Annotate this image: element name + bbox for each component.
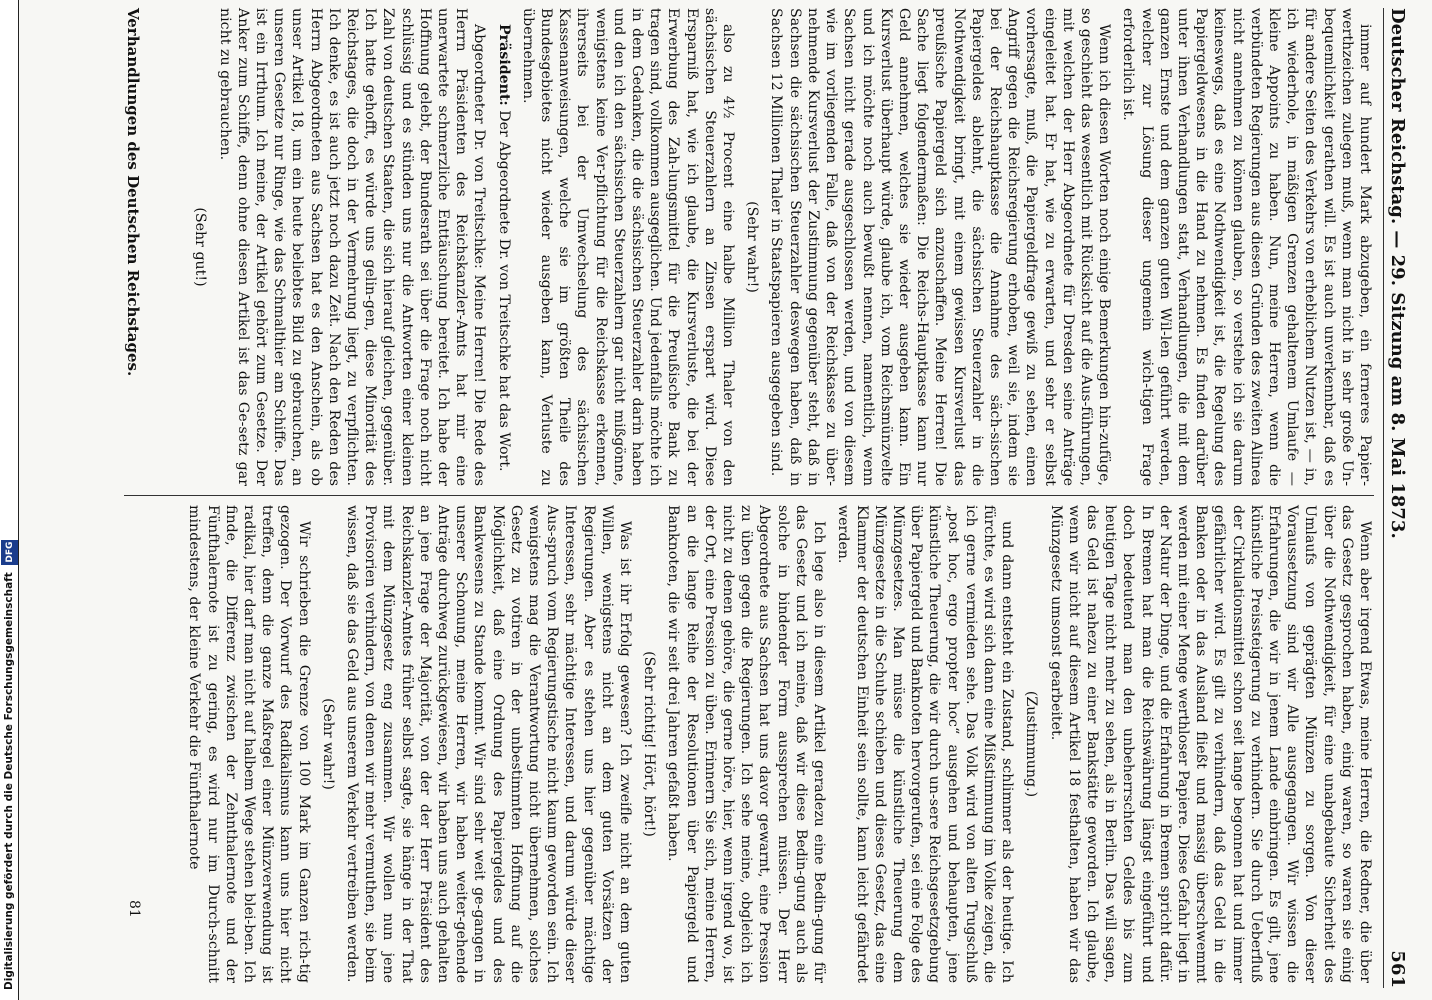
- digitization-credit: [0, 0, 18, 1000]
- body-paragraph: Was ist ihr Erfolg gewesen? Ich zweifle nicht an dem guten Willen, wenigstens nicht an dem guten Vorsätzen der Regierungen. Aber es stehen uns hier gegenüber mächtige Interessen, sehr mächtige Interessen, und darum würde dieser Aus-spruch vom Regierungstische nicht kaum geworden sein. Ich wenigstens mag die Verantwortung nicht übernehmen, solches Gesetz zu votiren in der unbestimmten Hoffnung auf die Möglichkeit, daß eine Ordnung des Papiergeldes und des Bankwesens zu Stande kommt. Wir sind sehr weit ge-gangen in unserer Schonung, meine Herren, wir haben weiter-gehende Anträge durchweg zurückgewiesen, wir haben uns auch gehalten an jene Frage der Majorität, von der der Herr Präsident des Reichskanzler-Amtes früher selbst sagte, sie hänge in der That mit dem Münzgesetz eng zusammen. Wir wollen nun jene Provisorien verhindern, von denen wir mehr vermuthen, sie beim wissen, daß sie das Geld aus unserem Verkehr vertreiben werden.: [344, 505, 634, 983]
- right-column: [179, 505, 1374, 983]
- column-rule: [124, 495, 1374, 496]
- header-title: Deutscher Reichstag. — 29. Sitzung am 8. Mai 1873.: [1387, 8, 1408, 539]
- left-column: [185, 8, 1374, 486]
- body-paragraph: Wenn aber irgend Etwas, meine Herren, die Redner, die über das Gesetz gesprochen haben, einig waren, so waren sie einig über die Nothwendigkeit, für eine unabgebaute Sicherheit des Umlaufs von geprägten Münzen zu sorgen. Von dieser Voraussetzung sind wir Alle ausgegangen. Wir wissen die Erfahrungen, die wir in jenem Lande einbringen. Es gilt, jene künstliche Preissteigerung zu verhindern. Sie durch Ueberfluß der Cirkulationsmittel schon seit lange begonnen hat und immer gefährlicher wird. Es gilt zu verhindern, daß das Geld in die Banken oder in das Ausland fließt und massig überschwemmt werden mit einer Menge werthloser Papiere. Diese Gefahr liegt in der Natur der Dinge, und die Erfahrung in Bremen spricht dafür. In Bremen hat man die Reichswährung längst eingeführt und doch bedeutend man den unbeherrschten Geldes bis zum heutigen Tage nicht mehr zu sehen, als in Berlin. Das will sagen, das Geld ist nahezu zu einer Bankstätte geworden. Ich glaube, wenn wir nicht auf diesem Artikel 18 festhalten, haben wir das Münzgesetz umsonst gearbeitet.: [1047, 505, 1373, 983]
- interjection: (Sehr gut!): [192, 207, 209, 287]
- running-header: [1383, 8, 1412, 988]
- body-paragraph: Abgeordneter Dr. von Treitschke: Meine Herren! Die Rede des Herrn Präsidenten des Reichskanzler-Amts hat mir eine unerwartete schmerzliche Enttäuschung bereitet. Ich habe der Hoffnung gelebt, der Bundesrath sei über die Frage noch nicht schlüssig und es stünden uns nur die Antworten einer kleinen Zahl von deutschen Staaten, die sich hierauf gleichen, gegenüber. Ich hatte gehofft, es würde uns gelin-gen, diese Minorität des Reichstages, die doch in der Vermehrung liegt, zu verpflichten. Ich denke, es ist auch jetzt noch dazu Zeit. Nach den Reden des Herrn Abgeordneten aus Sachsen hat es den Anschein, als ob unser Artikel 18, um ein heute beliebtes Bild zu gebrauchen, an unseren Gesetze nur Ringe, wie das Schmalthier am Schiffe. Das ist ein Irrthum. Ich meine, der Artikel gehört zum Gesetze. Der Anker zum Schiffe, denn ohne diesen Artikel ist das Ge-setz gar nicht zu gebrauchen.: [216, 8, 488, 486]
- body-paragraph: immer auf hundert Mark abzugeben, ein ferneres Papier-werthzeichen zulegen muß, wenn man nicht in sehr große Un-bequemlichkeit gerathen will. Es ist auch unverkennbar, daß es für andere Seiten des Verkehrs von erheblichem Nutzen ist, — in, ich wiederhole, in mäßigen Grenzen gehaltenem Umlaufe — kleine Appoints zu haben. Nun, meine Herren, wenn die verbündeten Regierungen aus diesen Gründen des zweiten Alinea nicht annehmen zu können glauben, so verstehe ich sie darum keineswegs, daß es eine Nothwendigkeit ist, die Regelung des Papiergeldwesens in die Hand zu nehmen. Es finden darüber unter ihnen Verhandlungen statt, Verhandlungen, die mit dem ganzen Ernste und dem ganzen guten Wil-len geführt werden, welcher zur Lösung dieser ungemein wich-tigen Frage erforderlich ist.: [1120, 8, 1373, 486]
- rotated-page: [30, 0, 1432, 1000]
- credit-sidebar: [0, 0, 18, 1000]
- body-paragraph: also zu 4½ Procent eine halbe Million Thaler von den sächsischen Steuerzahlern an Zinsen erspart wird. Diese Ersparniß hat, wie ich glaube, die Kursverluste, die bei der Erwerbung des Zah-lungsmittel für die Preußische Bank zu tragen sind, vollkommen ausgeglichen. Und jedenfalls möchte ich in dem Gedanken, die die sächsischen Steuerzahler darin haben und den ich den sächsischen Steuerzahlern gar nicht mißgönne, wenigstens keine Ver-pflichtung für die Reichskasse erkennen, ihrerseits bei der Umwechselung des sächsischen Kassenanweisungen, welche sie im größten Theile des Bundesgebietes nicht wieder ausgeben kann, Verluste zu übernehmen.: [519, 8, 737, 486]
- body-paragraph: Wir schrieben die Grenze von 100 Mark im Ganzen rich-tig gezogen. Der Vorwurf des Radikalismus kann uns hier nicht treffen, denn die ganze Maßregel einer Münzverwendung ist radikal, hier darf man nicht auf halbem Wege stehen blei-ben. Ich finde, die Differenz zwischen der Zehnthalernote und der Fünfthalernote ist zu gering, es wird nur im Durch-schnitt mindestens, der kleine Verkehr die Fünfthalernote: [186, 505, 312, 983]
- interjection: (Sehr richtig! Hört, hört!): [641, 651, 658, 837]
- scan-edge-line: [18, 0, 19, 1000]
- body-paragraph: Ich lege also in diesem Artikel geradezu eine Bedin-gung für das Gesetz und ich meine, daß wir diese Bedin-gung auch als solche in bindender Form aussprechen müssen. Der Herr Abgeordnete aus Sachsen hat uns davor gewarnt, eine Pression zu üben gegen die Regierungen. Ich sehe meine, obgleich ich nicht zu denen gehöre, die gerne höre, hier, wenn irgend wo, ist der Ort, eine Pression zu üben. Erinnern Sie sich, meine Herren, an die lange Reihe der Resolutionen über Papiergeld und Banknoten, die wir seit drei Jahren gefaßt haben.: [665, 505, 828, 983]
- interjection: (Zustimmung.): [1023, 690, 1040, 798]
- body-paragraph: und dann entsteht ein Zustand, schlimmer als der heutige. Ich fürchte, es wird sich dann eine Mißstimmung im Volke zeigen, die ich gerne vermieden sehe. Das Volk wird von alten Trugschluß „post hoc, ergo propter hoc“ ausgehen und behaupten, jene künstliche Theuerung, die wir durch un-sere Reichsgesetzgebung über Papiergeld und Banknoten hervorgerufen, sei eine Folge des Münzgesetzes. Man müsse die künstliche Theuerung dem Münzgesetze in die Schuhe schieben und dieses Gesetz, das eine Klammer der deutschen Einheit sein sollte, kann leicht gefährdet werden.: [835, 505, 1016, 983]
- speaker-text: Der Abgeordnete Dr. von Treitschke hat das Wort.: [495, 105, 512, 472]
- digitization-credit-text: Digitalisierung gefördert durch die Deutsche Forschungsgemeinschaft: [3, 572, 15, 990]
- page-number: 561: [1387, 950, 1408, 988]
- page-frame: [30, 0, 1432, 1000]
- body-paragraph: Wenn ich diesen Worten noch einige Bemerkungen hin-zufüge, so geschieht das wesentlich mit Rücksicht auf die Aus-führungen, mit welchen der Herr Abgeordnete für Dresden seine Anträge eingeleitet hat. Er hat, wie zu erwarten, und sehr er selbst vorhersagte, muß, die Papiergeldfrage gewiß zu sehen, einen Angriff gegen die Reichsregierung erhoben, weil sie, indem sie bei der Reichshauptkasse die Annahme des säch-sischen Papiergeldes ablehnt, die sächsischen Steuerzahler in die Nothwendigkeit bringt, mit einem gewissen Kursverlust das preußische Papiergeld sich anzuschaffen. Meine Herren! Die Sache liegt folgendermaßen: Die Reichs-Hauptkasse kann nur Geld annehmen, welches sie wieder ausgeben kann. Ein Kursverlust überhaupt würde, glaube ich, vom Reichsmünzvelte und ich möchte noch auch bewußt nennen, namentlich, wenn Sachsen nicht gerade ausgeschlossen werden, und von diesem wie im vorliegenden Falle, daß von der Reichskasse zu über-nehmende Kursverlust der Zustimmung gegenüber steht, daß in Sachsen die sächsischen Steuerzahler deswegen haben, daß in Sachsen 12 Millionen Thaler in Staatspapieren ausgegeben sind.: [768, 8, 1113, 486]
- dfg-logo: DFG: [1, 540, 19, 565]
- footer-sheet-number: 81: [126, 900, 142, 918]
- speaker-name: Präsident:: [495, 24, 512, 106]
- speaker-paragraph: [494, 8, 512, 486]
- footer-publication: Verhandlungen des Deutschen Reichstages.: [124, 8, 142, 377]
- interjection: (Sehr wahr!): [744, 201, 761, 293]
- interjection: (Sehr wahr!): [319, 698, 336, 790]
